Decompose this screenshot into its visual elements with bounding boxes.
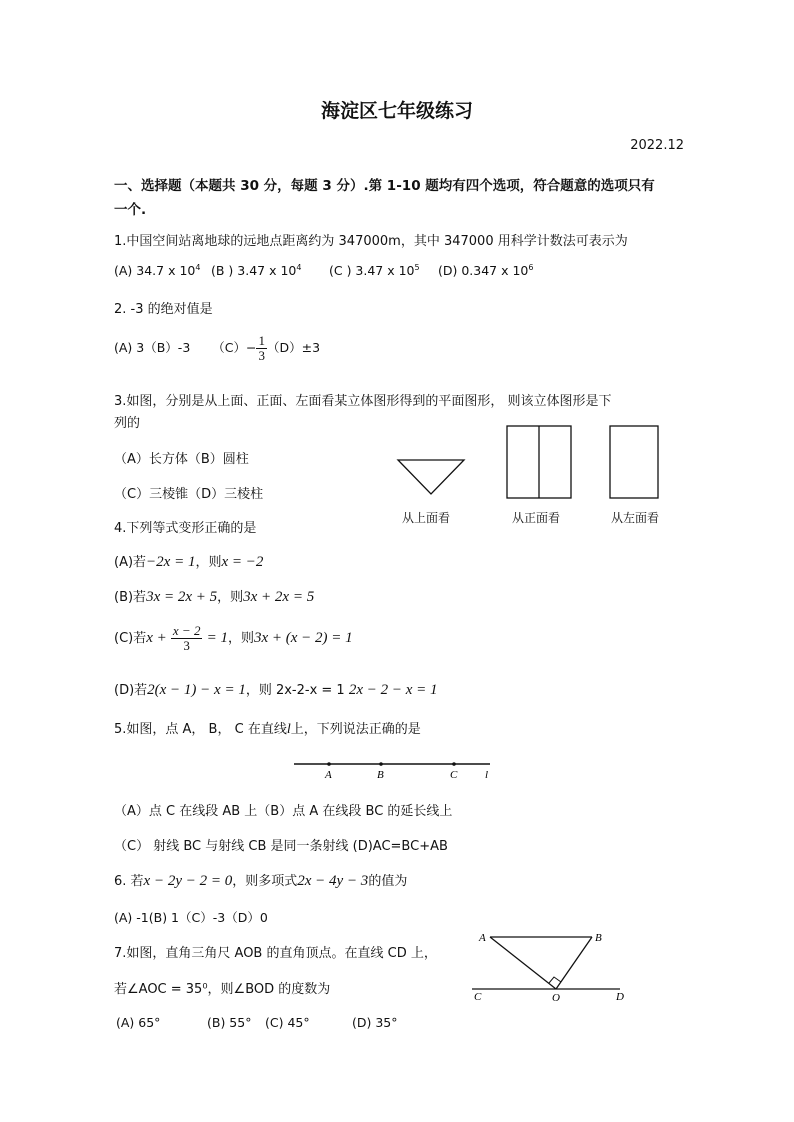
label-b: B — [595, 932, 602, 944]
q1-stem: 1.中国空间站离地球的远地点距离约为 347000m，其中 347000 用科学计数法可表示为 — [114, 234, 628, 249]
label-d: D — [616, 991, 624, 1003]
page-title: 海淀区七年级练习 — [320, 100, 473, 122]
section-heading-line1: 一、选择题（本题共 30 分，每题 3 分）.第 1-10 题均有四个选项，符合题意的选项只有 — [114, 178, 655, 194]
q4-option-c: (C)若x + $\frac{x - 2}{3}$ = 1，则3x + (x − 2) = 1 — [114, 623, 353, 653]
label-c: C — [450, 769, 458, 781]
q2-fraction: $\frac{1}{3}$ — [258, 333, 265, 363]
q5-options-cd: （C） 射线 BC 与射线 CB 是同一条射线 (D)AC=BC+AB — [114, 839, 448, 854]
q1-option-b: (B ) 3.47 x $10^4$ — [211, 263, 302, 279]
caption-front-view: 从正面看 — [512, 511, 561, 525]
label-a: A — [325, 769, 332, 781]
q7-stem-line2: 若∠AOC = 35⁰，则∠BOD 的度数为 — [114, 982, 331, 997]
left-view-rect — [610, 426, 658, 498]
q4-stem: 4.下列等式变形正确的是 — [114, 521, 257, 536]
segment-bo — [556, 937, 592, 989]
caption-top-view: 从上面看 — [402, 511, 451, 525]
q7-option-a: (A) 65° — [116, 1015, 161, 1030]
caption-left-view: 从左面看 — [611, 511, 660, 525]
q3-options-ab: （A）长方体（B）圆柱 — [114, 452, 249, 467]
line-l-figure — [290, 756, 500, 782]
q1-option-c: (C ) 3.47 x $10^5$ — [329, 263, 420, 279]
q4-c-fraction: $\frac{x - 2}{3}$ — [172, 623, 201, 653]
q3-stem-line2: 列的 — [114, 416, 141, 431]
label-b: B — [377, 769, 384, 781]
label-a: A — [479, 932, 486, 944]
label-c: C — [474, 991, 482, 1003]
q7-stem-line1: 7.如图，直角三角尺 AOB 的直角顶点。在直线 CD 上， — [114, 946, 437, 961]
top-view-triangle — [398, 460, 464, 494]
date-label: 2022.12 — [630, 138, 684, 153]
right-angle-mark — [549, 977, 561, 983]
triangle-figure — [470, 924, 630, 1004]
q3-options-cd: （C）三棱锥（D）三棱柱 — [114, 487, 264, 502]
section-heading-line2: 一个. — [114, 202, 147, 218]
point-c — [452, 762, 456, 766]
q6-stem: 6. 若x − 2y − 2 = 0，则多项式2x − 4y − 3的值为 — [114, 873, 408, 889]
point-b — [379, 762, 383, 766]
point-a — [327, 762, 331, 766]
label-o: O — [552, 992, 560, 1004]
q2-stem: 2. -3 的绝对值是 — [114, 302, 213, 317]
q3-stem-line1: 3.如图，分别是从上面、正面、左面看某立体图形得到的平面图形， 则该立体图形是下 — [114, 394, 612, 409]
q6-options: (A) -1(B) 1（C）-3（D）0 — [114, 910, 268, 925]
q1-option-a: (A) 34.7 x $10^4$ — [114, 263, 201, 279]
q1-option-d: (D) 0.347 x $10^6$ — [438, 263, 534, 279]
q7-option-c: (C) 45° — [265, 1015, 310, 1030]
q4-option-b: (B)若3x = 2x + 5，则3x + 2x = 5 — [114, 589, 315, 605]
three-views-figure — [390, 420, 680, 510]
q7-option-d: (D) 35° — [352, 1015, 398, 1030]
q5-options-ab: （A）点 C 在线段 AB 上（B）点 A 在线段 BC 的延长线上 — [114, 804, 453, 819]
q4-option-d: (D)若2(x − 1) − x = 1，则 2x-2-x = 1 2x − 2 − x = 1 — [114, 682, 438, 698]
q7-option-b: (B) 55° — [207, 1015, 252, 1030]
segment-ao — [490, 937, 556, 989]
q2-options: (A) 3（B）-3 （C）− $\frac{1}{3}$ （D）±3 — [114, 333, 321, 363]
q5-stem: 5.如图，点 A， B， C 在直线l上，下列说法正确的是 — [114, 722, 421, 737]
q4-option-a: (A)若−2x = 1，则x = −2 — [114, 554, 264, 570]
label-l: l — [485, 769, 489, 781]
